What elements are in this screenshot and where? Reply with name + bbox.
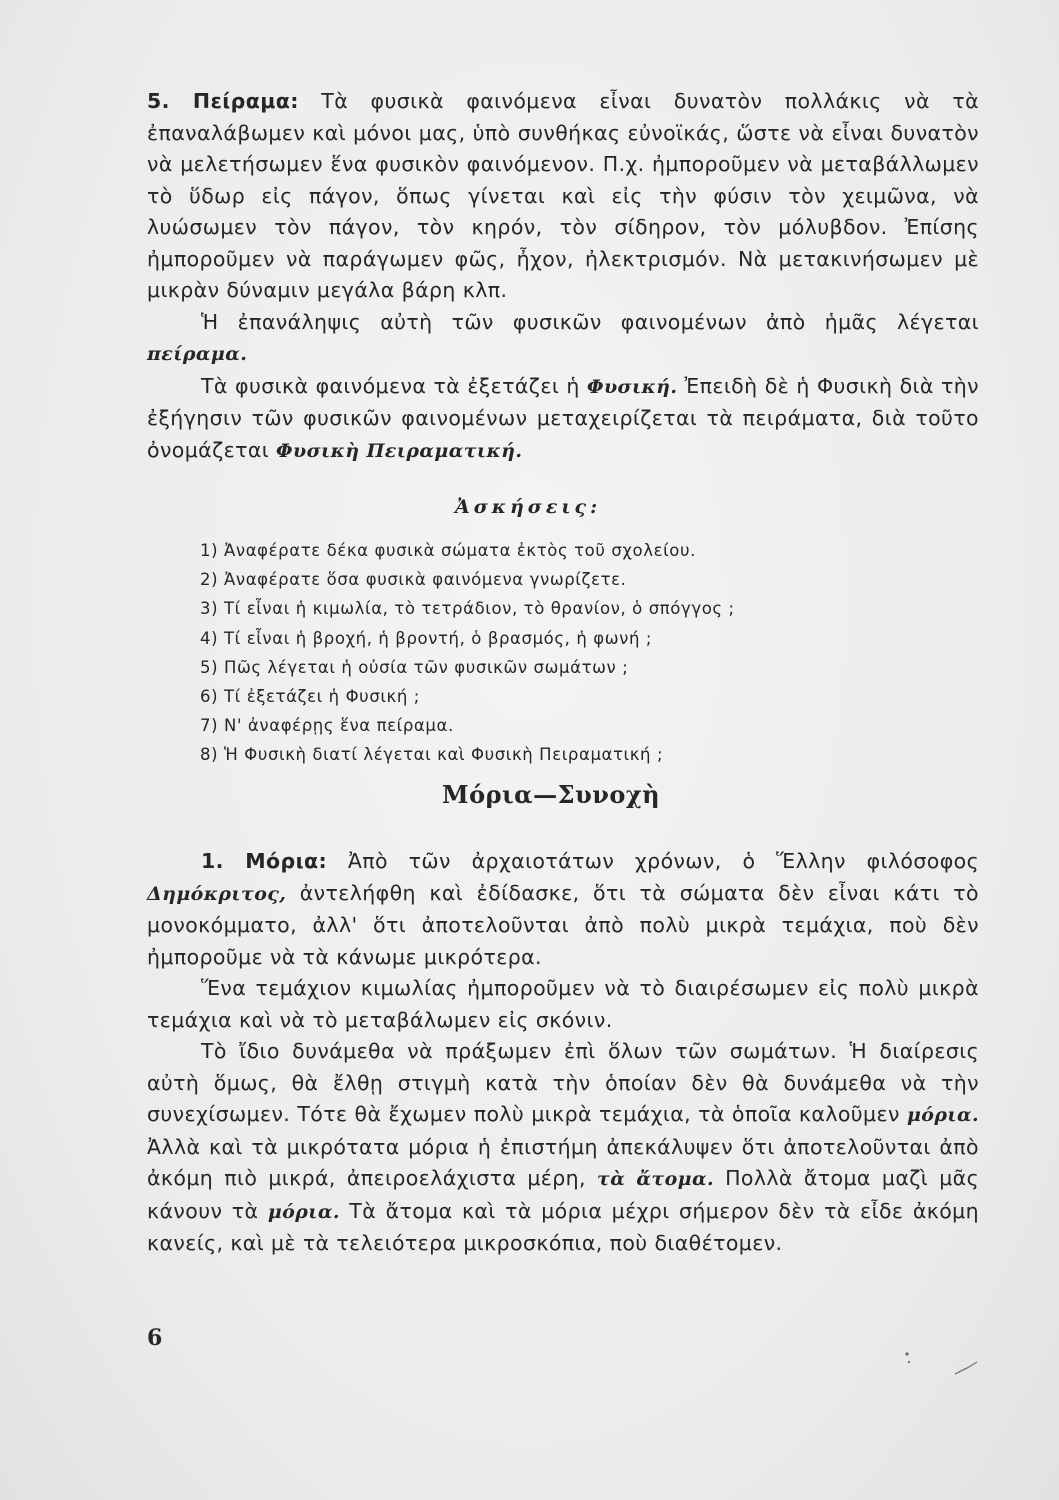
paragraph-text: Ἡ ἐπανάληψις αὐτὴ τῶν φυσικῶν φαινομένων ἀπὸ ἡμᾶς λέγεται — [201, 309, 979, 334]
page-number: 6 — [147, 1325, 163, 1351]
paragraph-text: Ἕνα τεμάχιον κιμωλίας ἠμποροῦμεν νὰ τὸ διαιρέσωμεν εἰς πολὺ μικρὰ τεμάχια καὶ νὰ τὸ μεταβάλωμεν εἰς σκόνιν. — [147, 976, 979, 1032]
paragraph — [147, 846, 979, 973]
section-heading: 1. Μόρια: — [201, 849, 328, 873]
section-molecules — [147, 846, 979, 1260]
paragraph-text: Τὸ ἴδιο δυνάμεθα νὰ πράξωμεν ἐπὶ ὅλων τῶν σωμάτων. Ἡ διαίρεσις αὐτὴ ὅμως, θὰ ἔλθῃ στιγμὴ κατὰ τὴν ὁποίαν δὲν θὰ δυνάμεθα νὰ τὴν συνεχίσωμεν. Τότε θὰ ἔχωμεν πολὺ μικρὰ τεμάχια, τὰ ὁποῖα καλοῦμεν — [147, 1039, 979, 1126]
paragraph — [147, 1036, 979, 1260]
item-number: 7) — [200, 716, 219, 736]
paragraph-text: Ἀλλὰ καὶ τὰ μικρότατα μόρια ἡ ἐπιστήμη ἀπεκάλυψεν ὅτι ἀποτελοῦνται ἀπὸ ἀκόμη πιὸ μικρά, ἀπειροελάχιστα μέρη, — [147, 1134, 979, 1190]
item-text: Ἡ Φυσικὴ διατί λέγεται καὶ Φυσικὴ Πειραματική ; — [224, 745, 664, 765]
paragraph — [147, 973, 979, 1036]
list-item — [200, 594, 735, 623]
paragraph-text: ἀντελήφθη καὶ ἐδίδασκε, ὅτι τὰ σώματα δὲν εἶναι κάτι τὸ μονοκόμματο, ἀλλ' ὅτι ἀποτελοῦνται ἀπὸ πολὺ μικρὰ τεμάχια, ποὺ δὲν ἠμποροῦμε νὰ τὰ κάνωμε μικρότερα. — [147, 880, 979, 969]
item-number: 3) — [200, 599, 219, 619]
list-item — [200, 740, 735, 769]
section-heading: 5. Πείραμα: — [147, 89, 299, 113]
term: μόρια. — [267, 1200, 340, 1223]
list-item — [200, 682, 735, 711]
section-title: Μόρια—Συνοχὴ — [442, 780, 661, 809]
item-text: Πῶς λέγεται ἡ οὐσία τῶν φυσικῶν σωμάτων ; — [224, 657, 629, 677]
term: Φυσικὴ Πειραματική. — [276, 439, 523, 462]
list-item — [200, 565, 735, 594]
paragraph-text: Πολλὰ ἄτομα μαζὶ μᾶς κάνουν τὰ — [147, 1166, 979, 1223]
print-specks — [895, 1340, 985, 1380]
paragraph — [147, 371, 979, 468]
item-text: Ἀναφέρατε δέκα φυσικὰ σώματα ἐκτὸς τοῦ σχολείου. — [224, 541, 696, 560]
item-number: 5) — [200, 657, 219, 677]
paragraph-text: Τὰ φυσικὰ φαινόμενα τὰ ἐξετάζει ἡ — [201, 373, 587, 398]
term: τὰ ἄτομα. — [597, 1168, 715, 1190]
exercises-heading: Ἀσκήσεις: — [455, 496, 602, 518]
item-number: 6) — [200, 687, 219, 707]
paragraph — [147, 86, 979, 307]
paragraph-text: Τὰ φυσικὰ φαινόμενα εἶναι δυνατὸν πολλάκις νὰ τὰ ἐπαναλάβωμεν καὶ μόνοι μας, ὑπὸ συνθήκας εὐνοϊκάς, ὥστε νὰ εἶναι δυνατὸν νὰ μελετήσωμεν ἕνα φυσικὸν φαινόμενον. Π.χ. ἠμποροῦμεν νὰ μεταβάλλωμεν τὸ ὕδωρ εἰς πάγον, ὅπως γίνεται καὶ εἰς τὴν φύσιν τὸν χειμῶνα, νὰ λυώσωμεν τὸν πάγον, τὸν κηρόν, τὸν σίδηρον, τὸν μόλυβδον. Ἐπίσης ἠμποροῦμεν νὰ παράγωμεν φῶς, ἦχον, ἠλεκτρισμόν. Νὰ μετακινήσωμεν μὲ μικρὰν δύναμιν μεγάλα βάρη κλπ. — [147, 89, 979, 302]
item-text: Τί εἶναι ἡ βροχή, ἡ βροντή, ὁ βρασμός, ἡ φωνή ; — [224, 628, 653, 648]
item-number: 8) — [200, 745, 219, 765]
exercises-list — [200, 536, 735, 770]
paragraph-text: Ἐπειδὴ δὲ ἡ Φυσικὴ διὰ τὴν ἐξήγησιν τῶν φυσικῶν φαινομένων μεταχειρίζεται τὰ πειράματα, διὰ τοῦτο ὀνομάζεται — [147, 373, 979, 462]
paragraph-text: Τὰ ἄτομα καὶ τὰ μόρια μέχρι σήμερον δὲν τὰ εἶδε ἀκόμη κανείς, καὶ μὲ τὰ τελειότερα μικροσκόπια, ποὺ διαθέτομεν. — [147, 1198, 979, 1255]
item-text: Τί ἐξετάζει ἡ Φυσική ; — [224, 687, 420, 707]
item-number: 2) — [200, 570, 219, 590]
paragraph-text: Ἀπὸ τῶν ἀρχαιοτάτων χρόνων, ὁ Ἕλλην φιλόσοφος — [327, 849, 980, 873]
item-number: 1) — [200, 541, 219, 560]
list-item — [200, 711, 735, 740]
term: πείραμα. — [147, 343, 248, 365]
item-text: Ἀναφέρατε ὅσα φυσικὰ φαινόμενα γνωρίζετε. — [224, 570, 627, 590]
list-item — [200, 536, 735, 565]
list-item — [200, 624, 735, 653]
section-experiment — [147, 86, 979, 467]
term: μόρια. — [906, 1104, 979, 1126]
term: Δημόκριτος, — [147, 882, 287, 905]
item-text: Τί εἶναι ἡ κιμωλία, τὸ τετράδιον, τὸ θρανίον, ὁ σπόγγος ; — [224, 599, 735, 619]
item-text: Ν' ἀναφέρῃς ἕνα πείραμα. — [224, 716, 454, 736]
term: Φυσική. — [587, 375, 678, 398]
item-number: 4) — [200, 628, 219, 648]
list-item — [200, 653, 735, 682]
paragraph — [147, 307, 979, 371]
